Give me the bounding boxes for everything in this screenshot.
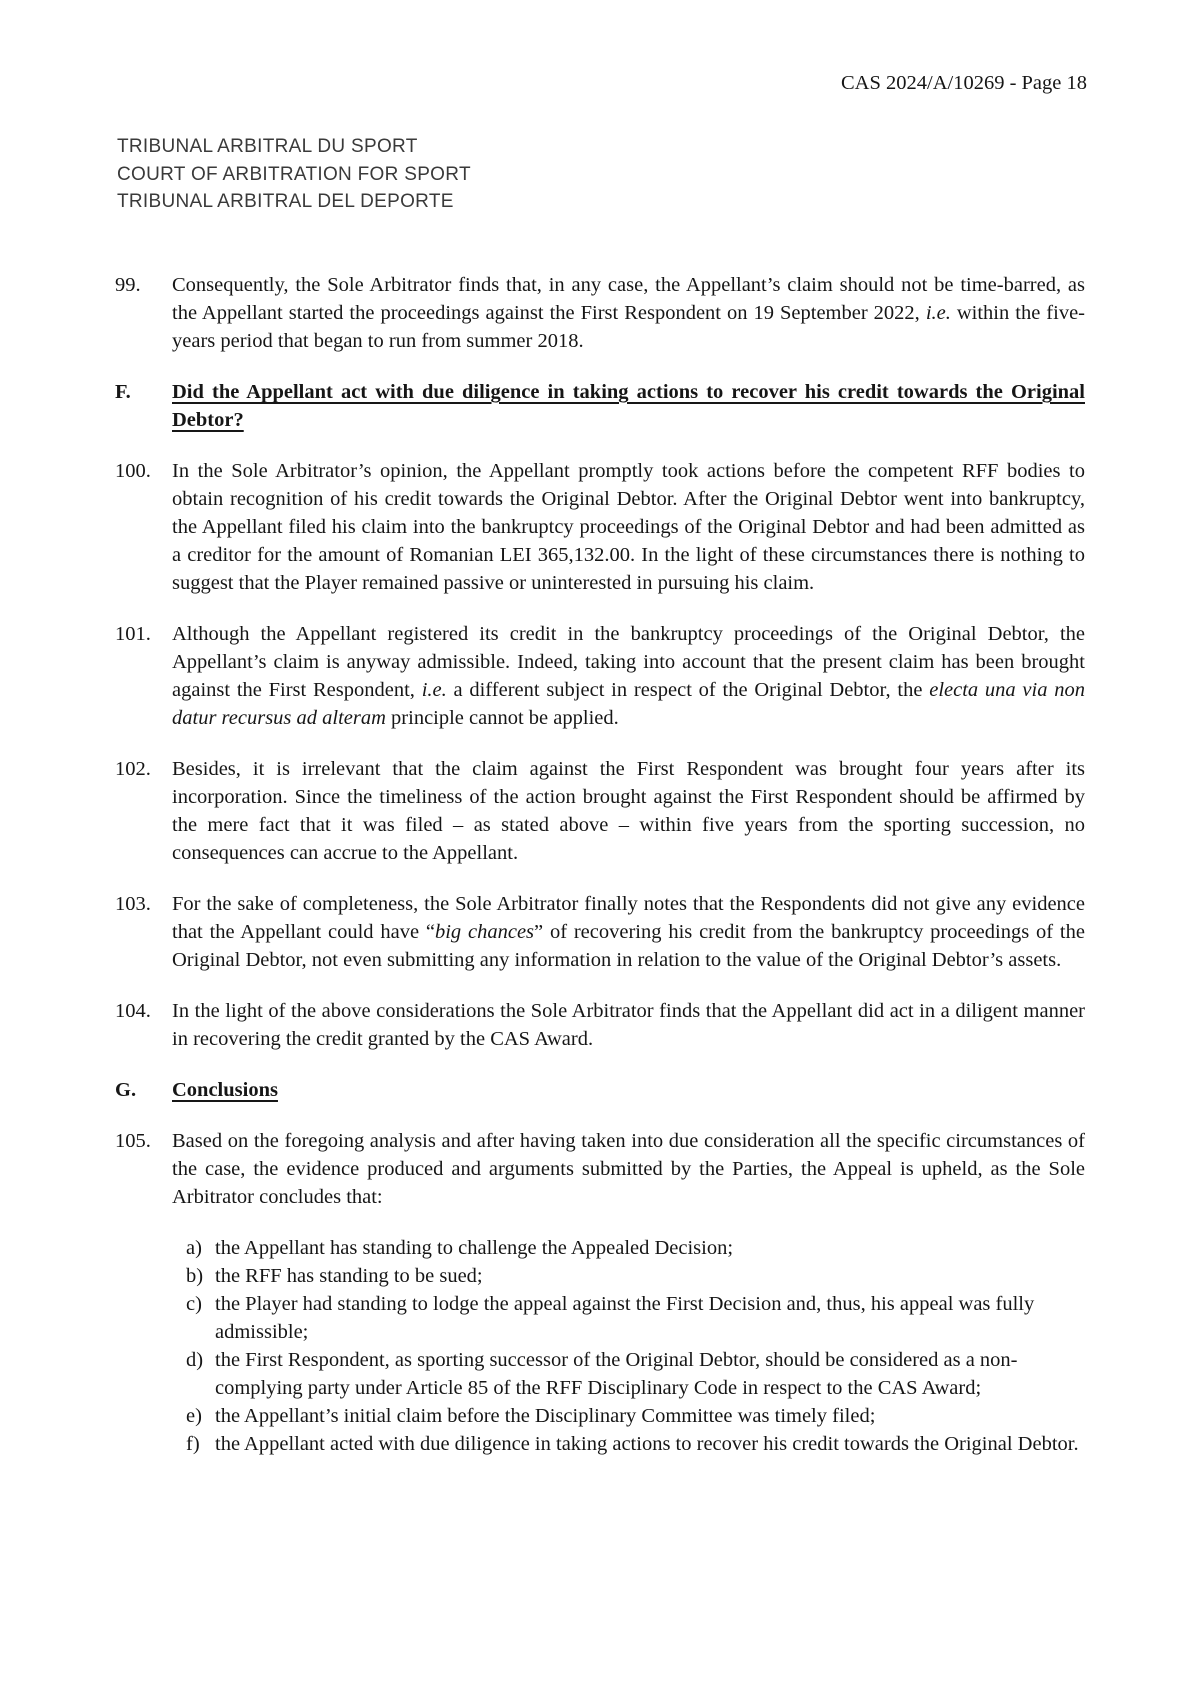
text-run: Although the Appellant registered its credit in the bankruptcy proceedings of the Original Debtor, the Appellant’s claim is anyway admissible. Indeed, taking into account that the present claim has been brought against the First Respondent,	[172, 623, 1085, 701]
section-heading	[115, 378, 1085, 434]
text-run: the Appellant has standing to challenge the Appealed Decision;	[215, 1237, 734, 1259]
text-run: Besides, it is irrelevant that the claim against the First Respondent was brought four years after its incorporation. Since the timeliness of the action brought against the First Respondent should be affirmed by the mere fact that it was filed – as stated above – within five years from the sporting succession, no consequences can accrue to the Appellant.	[172, 758, 1085, 864]
list-item-text	[215, 1290, 1085, 1346]
paragraph-number: 103.	[115, 893, 151, 915]
list-item-text	[215, 1402, 1085, 1430]
text-run: the Appellant acted with due diligence in taking actions to recover his credit towards the Original Debtor.	[215, 1433, 1079, 1455]
page-header-case-number: CAS 2024/A/10269 - Page 18	[841, 72, 1087, 94]
list-item	[186, 1346, 1085, 1402]
text-run: within the five-years period that began to run from summer 2018.	[172, 302, 1085, 352]
section-heading-text	[172, 1076, 1085, 1104]
text-run: Conclusions	[172, 1079, 278, 1101]
paragraph-text	[172, 1127, 1085, 1211]
document-blocks	[115, 271, 1085, 1458]
paragraph-number: 105.	[115, 1130, 151, 1152]
letterhead-line-spanish: TRIBUNAL ARBITRAL DEL DEPORTE	[117, 191, 454, 212]
paragraph-text	[172, 457, 1085, 597]
paragraph-number: 102.	[115, 758, 151, 780]
section-letter: F.	[115, 381, 131, 403]
numbered-paragraph	[115, 1127, 1085, 1211]
text-run: Did the Appellant act with due diligence in taking actions to recover his credit towards the Original Debtor?	[172, 381, 1085, 431]
list-item-text	[215, 1262, 1085, 1290]
section-heading-text	[172, 378, 1085, 434]
list-item	[186, 1234, 1085, 1262]
list-item	[186, 1262, 1085, 1290]
paragraph-text	[172, 620, 1085, 732]
text-run: ” of recovering his credit from the bankruptcy proceedings of the Original Debtor, not even submitting any information in relation to the value of the Original Debtor’s assets.	[172, 921, 1085, 971]
text-run: principle cannot be applied.	[385, 707, 619, 729]
section-heading	[115, 1076, 1085, 1104]
list-item	[186, 1402, 1085, 1430]
italic-text-run: i.e.	[421, 679, 447, 701]
list-item-marker: a)	[186, 1237, 202, 1259]
list-item-marker: c)	[186, 1293, 202, 1315]
list-item-text	[215, 1346, 1085, 1402]
numbered-paragraph	[115, 457, 1085, 597]
conclusions-list	[186, 1234, 1085, 1458]
italic-text-run: i.e.	[925, 302, 951, 324]
numbered-paragraph	[115, 755, 1085, 867]
list-item-marker: d)	[186, 1349, 204, 1371]
text-run: In the light of the above considerations the Sole Arbitrator finds that the Appellant did act in a diligent manner in recovering the credit granted by the CAS Award.	[172, 1000, 1085, 1050]
text-run: In the Sole Arbitrator’s opinion, the Appellant promptly took actions before the competent RFF bodies to obtain recognition of his credit towards the Original Debtor. After the Original Debtor went into bankruptcy, the Appellant filed his claim into the bankruptcy proceedings of the Original Debtor and had been admitted as a creditor for the amount of Romanian LEI 365,132.00. In the light of these circumstances there is nothing to suggest that the Player remained passive or uninterested in pursuing his claim.	[172, 460, 1085, 594]
text-run: the Appellant’s initial claim before the Disciplinary Committee was timely filed;	[215, 1405, 876, 1427]
paragraph-number: 104.	[115, 1000, 151, 1022]
list-item-text	[215, 1430, 1085, 1458]
italic-text-run: electa una via non datur recursus ad alteram	[172, 679, 1085, 729]
text-run: the First Respondent, as sporting successor of the Original Debtor, should be considered as a non-complying party under Article 85 of the RFF Disciplinary Code in respect to the CAS Award;	[215, 1349, 1018, 1399]
list-item-text	[215, 1234, 1085, 1262]
text-run: a different subject in respect of the Original Debtor, the	[446, 679, 930, 701]
italic-text-run: big chances	[434, 921, 535, 943]
paragraph-number: 101.	[115, 623, 151, 645]
numbered-paragraph	[115, 890, 1085, 974]
list-item	[186, 1430, 1085, 1458]
letterhead	[117, 133, 471, 216]
list-item	[186, 1290, 1085, 1346]
text-run: the Player had standing to lodge the appeal against the First Decision and, thus, his appeal was fully admissible;	[215, 1293, 1035, 1343]
numbered-paragraph	[115, 997, 1085, 1053]
text-run: the RFF has standing to be sued;	[215, 1265, 483, 1287]
list-item-marker: f)	[186, 1433, 200, 1455]
text-run: Consequently, the Sole Arbitrator finds that, in any case, the Appellant’s claim should not be time-barred, as the Appellant started the proceedings against the First Respondent on 19 September 2022,	[172, 274, 1085, 324]
paragraph-text	[172, 890, 1085, 974]
paragraph-text	[172, 997, 1085, 1053]
list-item-marker: b)	[186, 1265, 204, 1287]
letterhead-line-french: TRIBUNAL ARBITRAL DU SPORT	[117, 136, 418, 157]
letterhead-line-english: COURT OF ARBITRATION FOR SPORT	[117, 163, 471, 185]
list-item-marker: e)	[186, 1405, 202, 1427]
numbered-paragraph	[115, 271, 1085, 355]
text-run: For the sake of completeness, the Sole Arbitrator finally notes that the Respondents did not give any evidence that the Appellant could have “	[172, 893, 1085, 943]
paragraph-number: 100.	[115, 460, 151, 482]
paragraph-number: 99.	[115, 274, 141, 296]
paragraph-text	[172, 755, 1085, 867]
numbered-paragraph	[115, 620, 1085, 732]
section-letter: G.	[115, 1079, 137, 1101]
paragraph-text	[172, 271, 1085, 355]
text-run: Based on the foregoing analysis and after having taken into due consideration all the specific circumstances of the case, the evidence produced and arguments submitted by the Parties, the Appeal is upheld, as the Sole Arbitrator concludes that:	[172, 1130, 1085, 1208]
